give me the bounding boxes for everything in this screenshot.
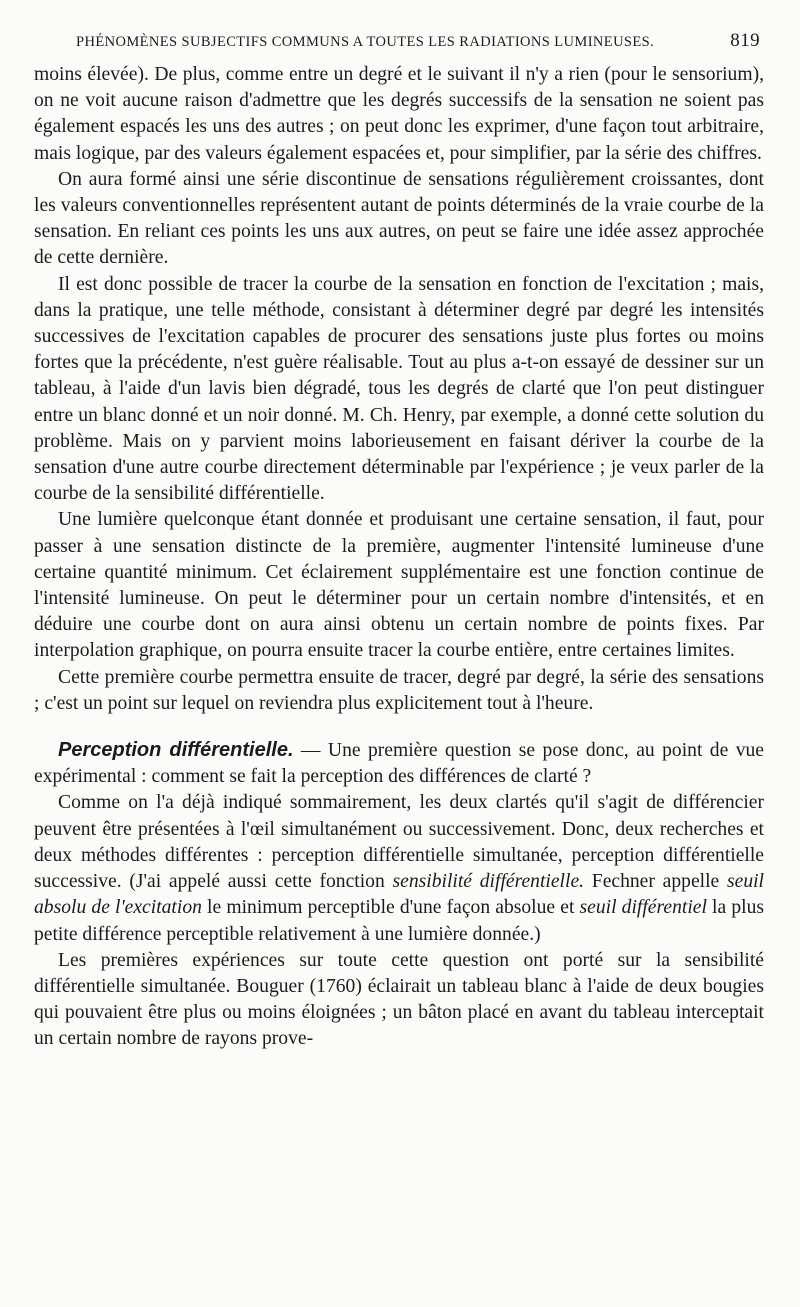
section-text: — Une première question se pose donc, au point de vue expérimental : comment se fait la perception des différences de clarté ?: [34, 740, 764, 788]
paragraph: Les premières expériences sur toute cette question ont porté sur la sensibilité différentielle simultanée. Bouguer (1760) éclairait un tableau blanc à l'aide de deux bougies qui pouvaient être plus ou moins éloignées ; un bâton placé en avant du tableau interceptait un certain nombre de rayons prove-: [34, 949, 764, 1050]
text-run: Fechner appelle: [584, 871, 727, 893]
paragraph: moins élevée). De plus, comme entre un degré et le suivant il n'y a rien (pour le sensorium), on ne voit aucune raison d'admettre que les degrés successifs de la sensation ne soient pas également espacés les uns des autres ; on peut donc les exprimer, d'une façon tout arbitraire, mais logique, par des valeurs également espacées et, pour simplifier, par la série des chiffres.: [34, 64, 764, 164]
paragraph: On aura formé ainsi une série discontinue de sensations régulièrement croissantes, dont les valeurs conventionnelles représentent autant de points déterminés de la vraie courbe de la sensation. En reliant ces points les uns aux autres, on peut se faire une idée assez approchée de cette dernière.: [34, 168, 764, 269]
paragraph: Il est donc possible de tracer la courbe de la sensation en fonction de l'excitation ; mais, dans la pratique, une telle méthode, consistant à déterminer degré par degré les intensités successives de l'excitation capables de procurer des sensations juste plus fortes ou moins fortes que la précédente, n'est guère réalisable. Tout au plus a-t-on essayé de dessiner sur un tableau, à l'aide d'un lavis bien dégradé, tous les degrés de clarté que l'on peut distinguer entre un blanc donné et un noir donné. M. Ch. Henry, par exemple, a donné cette solution du problème. Mais on y parvient moins laborieusement en faisant dériver la courbe de la sensation d'une autre courbe directement déterminable par l'expérience ; je veux parler de la courbe de la sensibilité différentielle.: [34, 273, 764, 505]
paragraph: Cette première courbe permettra ensuite de tracer, degré par degré, la série des sensations ; c'est un point sur lequel on reviendra plus explicitement tout à l'heure.: [34, 666, 764, 714]
text-run: la plus petite différence perceptible relativement à une lumière donnée.): [34, 897, 765, 945]
section-paragraph: [34, 737, 764, 790]
text-run: Comme on l'a déjà indiqué sommairement, les deux clartés qu'il s'agit de différencier peuvent être présentées à l'œil simultanément ou successivement. Donc, deux recherches et deux méthodes différentes : perception différentielle simultanée, perception différentielle successive. (J'ai appelé aussi cette fonction: [34, 792, 764, 893]
section-title: Perception différentielle.: [58, 739, 294, 762]
italic-term: seuil différentiel: [579, 897, 707, 919]
text-run: le minimum perceptible d'une façon absolue et: [201, 897, 580, 919]
italic-term: seuil absolu de l'excitation: [34, 871, 765, 919]
italic-term: sensibilité différentielle.: [392, 871, 585, 893]
paragraph: [34, 790, 764, 947]
paragraph: Une lumière quelconque étant donnée et produisant une certaine sensation, il faut, pour passer à une sensation distincte de la première, augmenter l'intensité lumineuse d'une certaine quantité minimum. Cet éclairement supplémentaire est une fonction continue de l'intensité lumineuse. On peut le déterminer pour un certain nombre d'intensités, et en déduire une courbe dont on aura ainsi obtenu un certain nombre de points fixes. Par interpolation graphique, on pourra ensuite tracer la courbe entière, entre certaines limites.: [34, 509, 764, 662]
page-number: 819: [730, 30, 760, 51]
running-header: [36, 30, 760, 56]
running-title: PHÉNOMÈNES SUBJECTIFS COMMUNS A TOUTES LES RADIATIONS LUMINEUSES.: [76, 34, 655, 50]
body-text: [34, 62, 764, 1053]
